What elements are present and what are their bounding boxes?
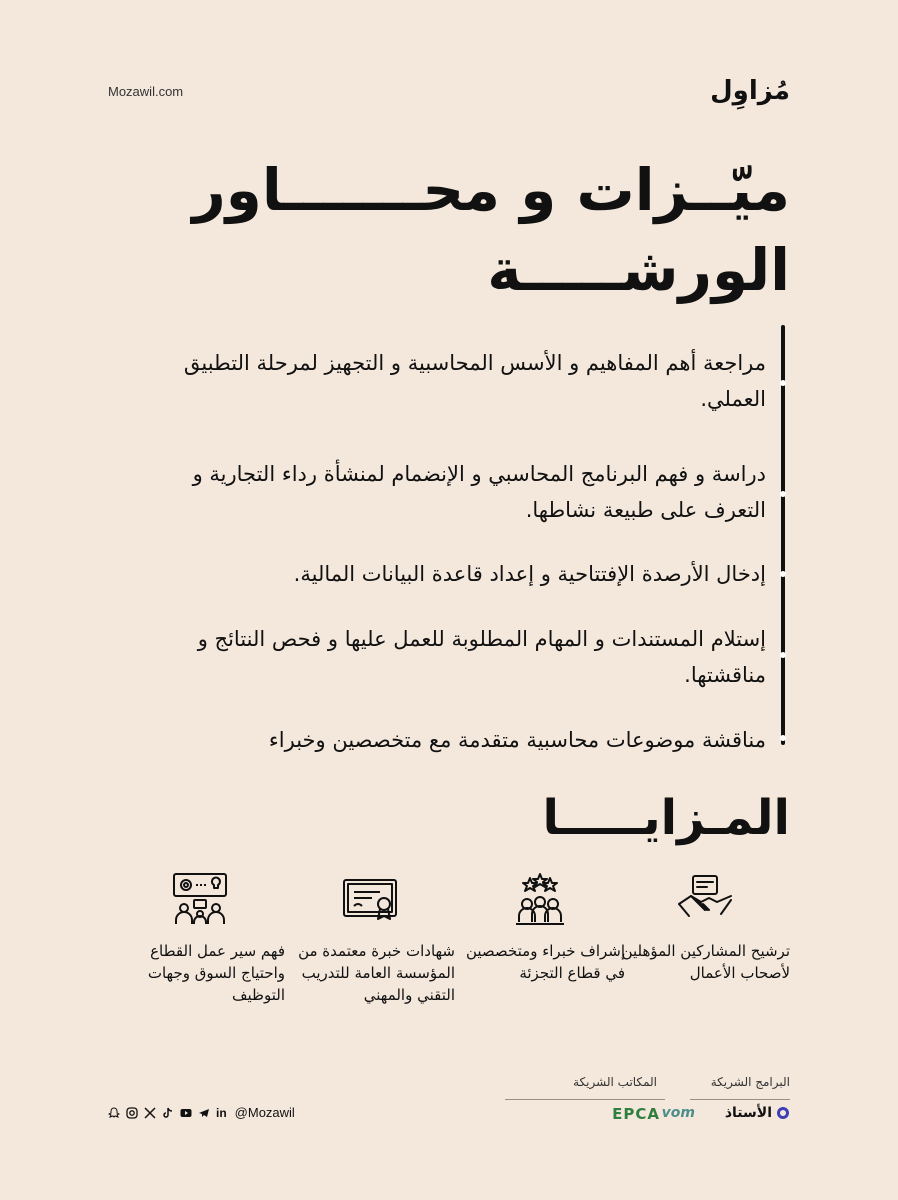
page-title-line-2: الورشـــــة	[487, 236, 790, 304]
advantages-title: المـزايـــــا	[542, 790, 790, 846]
partner-programs-divider	[690, 1099, 790, 1100]
timeline-dot-5	[780, 735, 786, 741]
timeline-bar	[781, 325, 785, 745]
ustadh-brand	[725, 1105, 790, 1121]
workshop-point-5: مناقشة موضوعات محاسبية متقدمة مع متخصصين وخبراء	[268, 728, 766, 752]
expert-team-icon	[510, 870, 570, 930]
social-links	[108, 1105, 295, 1120]
advantage-item	[115, 870, 285, 1006]
snapchat-icon[interactable]	[108, 1107, 120, 1119]
timeline-dot-1	[780, 380, 786, 386]
workshop-point-1: مراجعة أهم المفاهيم و الأسس المحاسبية و التجهيز لمرحلة التطبيق العملي.	[183, 351, 766, 411]
timeline-dot-3	[780, 571, 786, 577]
youtube-icon[interactable]	[180, 1107, 192, 1119]
instagram-icon[interactable]	[126, 1107, 138, 1119]
partner-offices-label: المكاتب الشريكة	[573, 1075, 657, 1089]
vom-brand: vom	[661, 1105, 695, 1121]
handshake-icon	[675, 870, 735, 930]
ustadh-brand-text: الأستاذ	[724, 1105, 772, 1121]
page-title-line-1: ميّــزات و محـــــــاور	[192, 156, 790, 224]
advantage-item	[285, 870, 455, 1006]
timeline-dot-4	[780, 652, 786, 658]
ustadh-logo-icon	[776, 1106, 790, 1120]
workshop-point-2: دراسة و فهم البرنامج المحاسبي و الإنضمام لمنشأة رداء التجارية و التعرف على طبيعة نشاطها.	[192, 462, 766, 522]
advantage-text: إشراف خبراء ومتخصصين في قطاع التجزئة	[465, 942, 625, 982]
workshop-point-3: إدخال الأرصدة الإفتتاحية و إعداد قاعدة البيانات المالية.	[293, 562, 766, 586]
footer	[108, 1075, 790, 1135]
timeline-dot-2	[780, 491, 786, 497]
advantage-item	[455, 870, 625, 984]
epca-brand: EPCA	[612, 1105, 660, 1123]
partner-programs-label: البرامج الشريكة	[710, 1075, 790, 1089]
site-url[interactable]: Mozawil.com	[108, 84, 184, 99]
workshop-point-4: إستلام المستندات و المهام المطلوبة للعمل عليها و فحص النتائج و مناقشتها.	[197, 627, 766, 687]
telegram-icon[interactable]	[198, 1107, 210, 1119]
advantage-text: ترشيح المشاركين المؤهلين لأصحاب الأعمال	[621, 942, 790, 982]
team-ideas-icon	[170, 870, 230, 930]
certificate-icon	[340, 870, 400, 930]
advantage-text: شهادات خبرة معتمدة من المؤسسة العامة للتدريب التقني والمهني	[298, 942, 455, 1004]
advantage-text: فهم سير عمل القطاع واحتياج السوق وجهات التوظيف	[147, 942, 285, 1004]
linkedin-icon[interactable]: in	[216, 1105, 227, 1120]
brand-logo: مُزاوِل	[710, 76, 790, 106]
tiktok-icon[interactable]	[162, 1107, 174, 1119]
social-handle[interactable]: @Mozawil	[234, 1105, 295, 1120]
x-icon[interactable]	[144, 1107, 156, 1119]
advantage-item	[620, 870, 790, 984]
page-title	[110, 150, 790, 310]
partner-offices-divider	[505, 1099, 665, 1100]
